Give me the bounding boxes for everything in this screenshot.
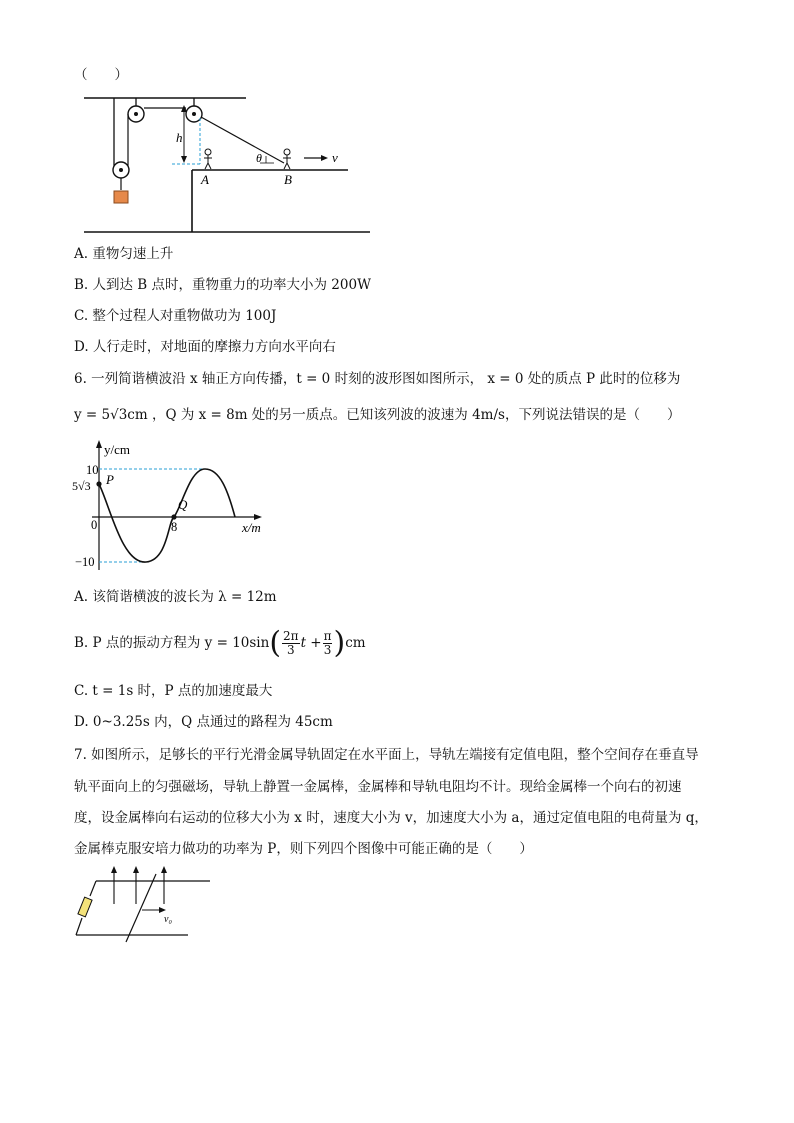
q5-pulley-figure [80,90,370,235]
q7-rail-figure [70,864,220,944]
q6-stem-line1: 6. 一列简谐横波沿 x 轴正方向传播，t = 0 时刻的波形图如图所示， x = 0 处的质点 P 此时的位移为 [74,371,681,387]
q6-option-b-num2: π [323,629,332,643]
q6-option-b-t: t + [300,635,322,651]
q6-option-a: A. 该简谐横波的波长为 λ = 12m [74,589,277,605]
label-v0: v₀ [164,914,172,925]
graph-xlabel: x/m [242,520,261,535]
q7-stem-line2: 轨平面向上的匀强磁场，导轨上静置一金属棒，金属棒和导轨电阻均不计。现给金属棒一个向右的初速 [74,779,682,795]
tick-10: 10 [86,463,99,477]
tick-5root3: 5√3 [72,479,91,493]
tick-0: 0 [91,518,98,532]
label-B: B [284,172,292,187]
q6-option-d: D. 0~3.25s 内，Q 点通过的路程为 45cm [74,714,333,730]
q6-option-b-den1: 3 [286,643,295,657]
q6-wave-graph [70,436,270,576]
q6-option-c: C. t = 1s 时，P 点的加速度最大 [74,683,273,699]
wave-curve [99,469,235,562]
label-A: A [201,172,209,187]
q5-option-c: C. 整个过程人对重物做功为 100J [74,308,277,324]
q5-option-a: A. 重物匀速上升 [74,246,174,262]
q5-option-b: B. 人到达 B 点时，重物重力的功率大小为 200W [74,277,371,293]
label-P: P [106,472,114,487]
tick-8: 8 [171,520,178,534]
q7-stem-line1: 7. 如图所示，足够长的平行光滑金属导轨固定在水平面上，导轨左端接有定值电阻，整个空间存在垂直导 [74,747,699,763]
q6-option-b-prefix: B. P 点的振动方程为 y = 10sin [74,635,270,651]
q5-answer-paren: （ ） [74,67,128,83]
q6-option-b-num1: 2π [283,629,299,643]
q6-option-b: B. P 点的振动方程为 y = 10sin( $\frac{2\pi}{3}$ t + $\frac{\pi}{3}$ )cm [74,625,366,661]
q6-option-b-den2: 3 [323,643,332,657]
label-Q: Q [178,497,188,512]
graph-ylabel: y/cm [104,442,130,457]
label-v: v [332,150,338,165]
q5-option-d: D. 人行走时，对地面的摩擦力方向水平向右 [74,339,336,355]
q7-stem-line4: 金属棒克服安培力做功的功率为 P，则下列四个图像中可能正确的是（ ） [74,841,533,857]
tick-neg10: −10 [75,555,95,569]
q6-stem-line2: y = 5√3cm ，Q 为 x = 8m 处的另一质点。已知该列波的波速为 4m/s，下列说法错误的是（ ） [74,407,681,423]
q6-option-b-unit: cm [345,635,366,651]
label-theta: θ [256,151,262,165]
label-h: h [176,130,183,145]
q7-stem-line3: 度，设金属棒向右运动的位移大小为 x 时，速度大小为 v，加速度大小为 a，通过定值电阻的电荷量为 q， [74,810,708,826]
